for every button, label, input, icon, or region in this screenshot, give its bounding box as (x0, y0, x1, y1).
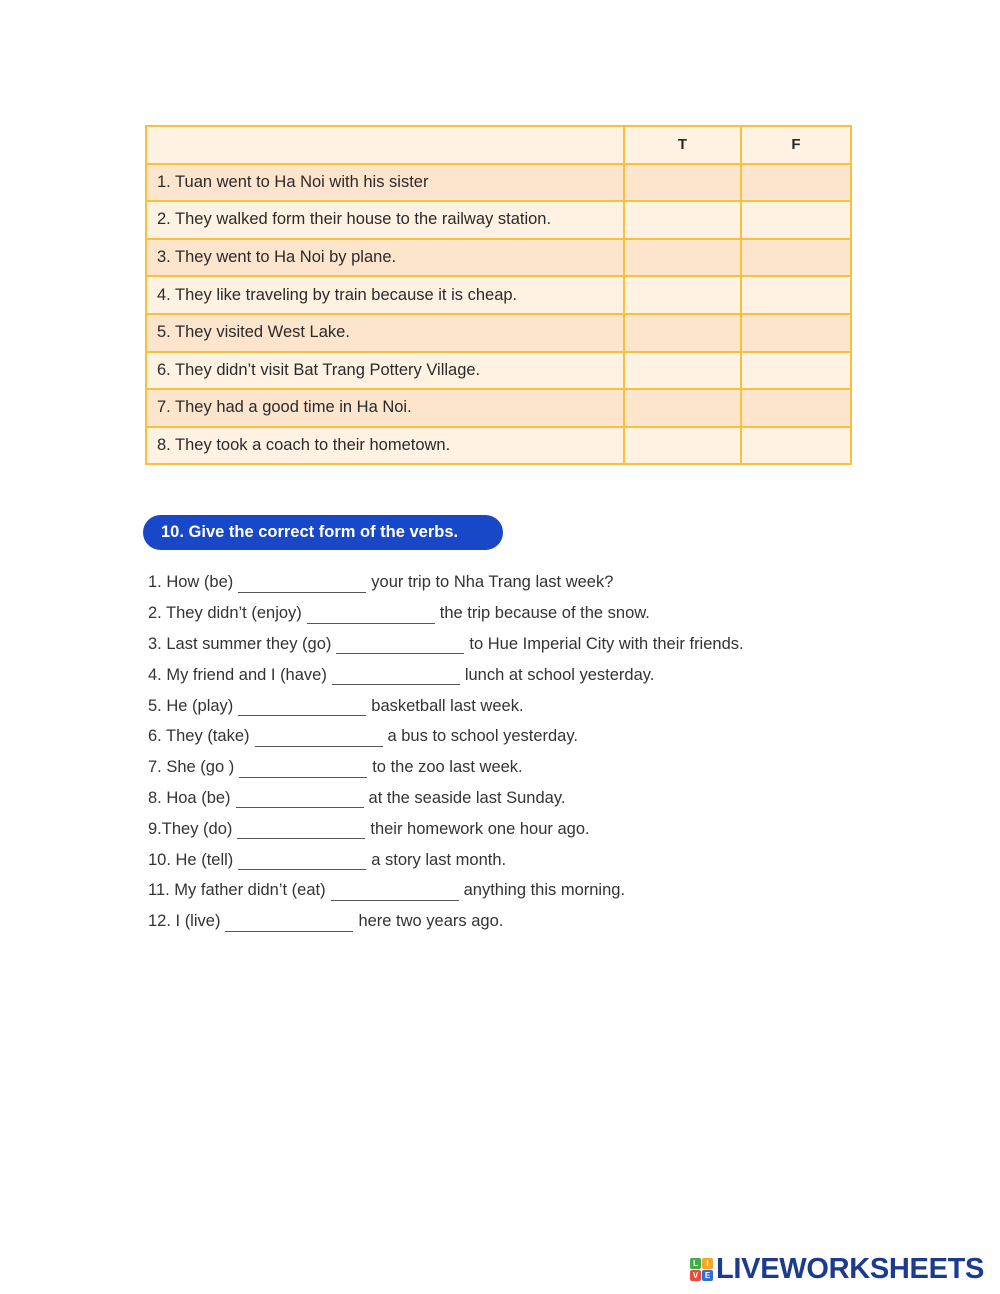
exercise-continuation: here two years ago. (358, 912, 504, 931)
true-answer-cell[interactable] (624, 164, 741, 202)
exercise-prompt: 4. My friend and I (have) (148, 665, 327, 684)
verb-answer-input[interactable] (238, 849, 366, 870)
verb-answer-input[interactable] (236, 787, 364, 808)
table-row (146, 276, 851, 314)
true-answer-cell[interactable] (624, 352, 741, 390)
exercise-item (148, 690, 744, 721)
exercise-prompt: 8. Hoa (be) (148, 788, 231, 807)
verb-answer-input[interactable] (307, 603, 435, 624)
logo-text: LIVEWORKSHEETS (716, 1252, 985, 1285)
false-answer-cell[interactable] (741, 427, 851, 465)
verb-answer-input[interactable] (336, 633, 464, 654)
false-answer-cell[interactable] (741, 389, 851, 427)
exercise-item (148, 906, 744, 937)
table-row (146, 352, 851, 390)
statement-cell: 1. Tuan went to Ha Noi with his sister (146, 164, 624, 202)
header-statement-cell (146, 126, 624, 164)
true-answer-cell[interactable] (624, 314, 741, 352)
exercise-prompt: 10. He (tell) (148, 850, 234, 869)
exercise-continuation: the trip because of the snow. (439, 604, 650, 623)
exercise-continuation: anything this morning. (463, 881, 626, 900)
statement-cell: 3. They went to Ha Noi by plane. (146, 239, 624, 277)
exercise-prompt: 12. I (live) (148, 912, 221, 931)
verb-answer-input[interactable] (239, 757, 367, 778)
verb-answer-input[interactable] (238, 695, 366, 716)
logo-mark-tile: V (690, 1270, 701, 1281)
exercise-list (148, 567, 744, 937)
statement-cell: 2. They walked form their house to the railway station. (146, 201, 624, 239)
exercise-item (148, 659, 744, 690)
false-answer-cell[interactable] (741, 201, 851, 239)
true-answer-cell[interactable] (624, 276, 741, 314)
exercise-continuation: basketball last week. (371, 696, 524, 715)
exercise-item (148, 721, 744, 752)
verb-answer-input[interactable] (237, 818, 365, 839)
table-header-row (146, 126, 851, 164)
exercise-continuation: lunch at school yesterday. (464, 665, 655, 684)
exercise-item (148, 813, 744, 844)
exercise-prompt: 6. They (take) (148, 727, 250, 746)
header-true-cell: T (624, 126, 741, 164)
statement-cell: 7. They had a good time in Ha Noi. (146, 389, 624, 427)
statement-cell: 8. They took a coach to their hometown. (146, 427, 624, 465)
exercise-continuation: your trip to Nha Trang last week? (371, 573, 614, 592)
statement-cell: 5. They visited West Lake. (146, 314, 624, 352)
exercise-prompt: 5. He (play) (148, 696, 234, 715)
false-answer-cell[interactable] (741, 314, 851, 352)
verb-answer-input[interactable] (225, 911, 353, 932)
false-answer-cell[interactable] (741, 352, 851, 390)
exercise-prompt: 7. She (go ) (148, 758, 235, 777)
exercise-item (148, 598, 744, 629)
statement-cell: 4. They like traveling by train because it is cheap. (146, 276, 624, 314)
exercise-prompt: 9.They (do) (148, 819, 233, 838)
exercise-item (148, 567, 744, 598)
exercise-item (148, 629, 744, 660)
table-row (146, 427, 851, 465)
exercise-continuation: at the seaside last Sunday. (368, 788, 566, 807)
verb-answer-input[interactable] (238, 572, 366, 593)
false-answer-cell[interactable] (741, 276, 851, 314)
statement-cell: 6. They didn’t visit Bat Trang Pottery Village. (146, 352, 624, 390)
true-answer-cell[interactable] (624, 427, 741, 465)
true-answer-cell[interactable] (624, 201, 741, 239)
exercise-continuation: to Hue Imperial City with their friends. (469, 634, 744, 653)
true-answer-cell[interactable] (624, 389, 741, 427)
exercise-item (148, 844, 744, 875)
logo-mark-tile: E (702, 1270, 713, 1281)
exercise-continuation: their homework one hour ago. (370, 819, 590, 838)
section-title-banner (143, 515, 503, 550)
exercise-item (148, 875, 744, 906)
true-false-table (145, 125, 852, 465)
table-row (146, 239, 851, 277)
exercise-continuation: a story last month. (371, 850, 507, 869)
exercise-continuation: a bus to school yesterday. (387, 727, 578, 746)
false-answer-cell[interactable] (741, 239, 851, 277)
true-answer-cell[interactable] (624, 239, 741, 277)
table-row (146, 201, 851, 239)
false-answer-cell[interactable] (741, 164, 851, 202)
logo-mark-tile: I (702, 1258, 713, 1269)
table-row (146, 389, 851, 427)
liveworksheets-logo (690, 1253, 984, 1285)
logo-mark-icon (690, 1258, 713, 1281)
exercise-continuation: to the zoo last week. (372, 758, 523, 777)
header-false-cell: F (741, 126, 851, 164)
exercise-prompt: 1. How (be) (148, 573, 234, 592)
verb-answer-input[interactable] (255, 726, 383, 747)
section-title: 10. Give the correct form of the verbs. (161, 523, 459, 541)
exercise-prompt: 2. They didn’t (enjoy) (148, 604, 302, 623)
verb-answer-input[interactable] (331, 880, 459, 901)
table-row (146, 164, 851, 202)
table-row (146, 314, 851, 352)
verb-answer-input[interactable] (332, 664, 460, 685)
exercise-prompt: 3. Last summer they (go) (148, 634, 332, 653)
exercise-prompt: 11. My father didn’t (eat) (148, 881, 326, 900)
logo-mark-tile: L (690, 1258, 701, 1269)
exercise-item (148, 752, 744, 783)
exercise-item (148, 783, 744, 814)
